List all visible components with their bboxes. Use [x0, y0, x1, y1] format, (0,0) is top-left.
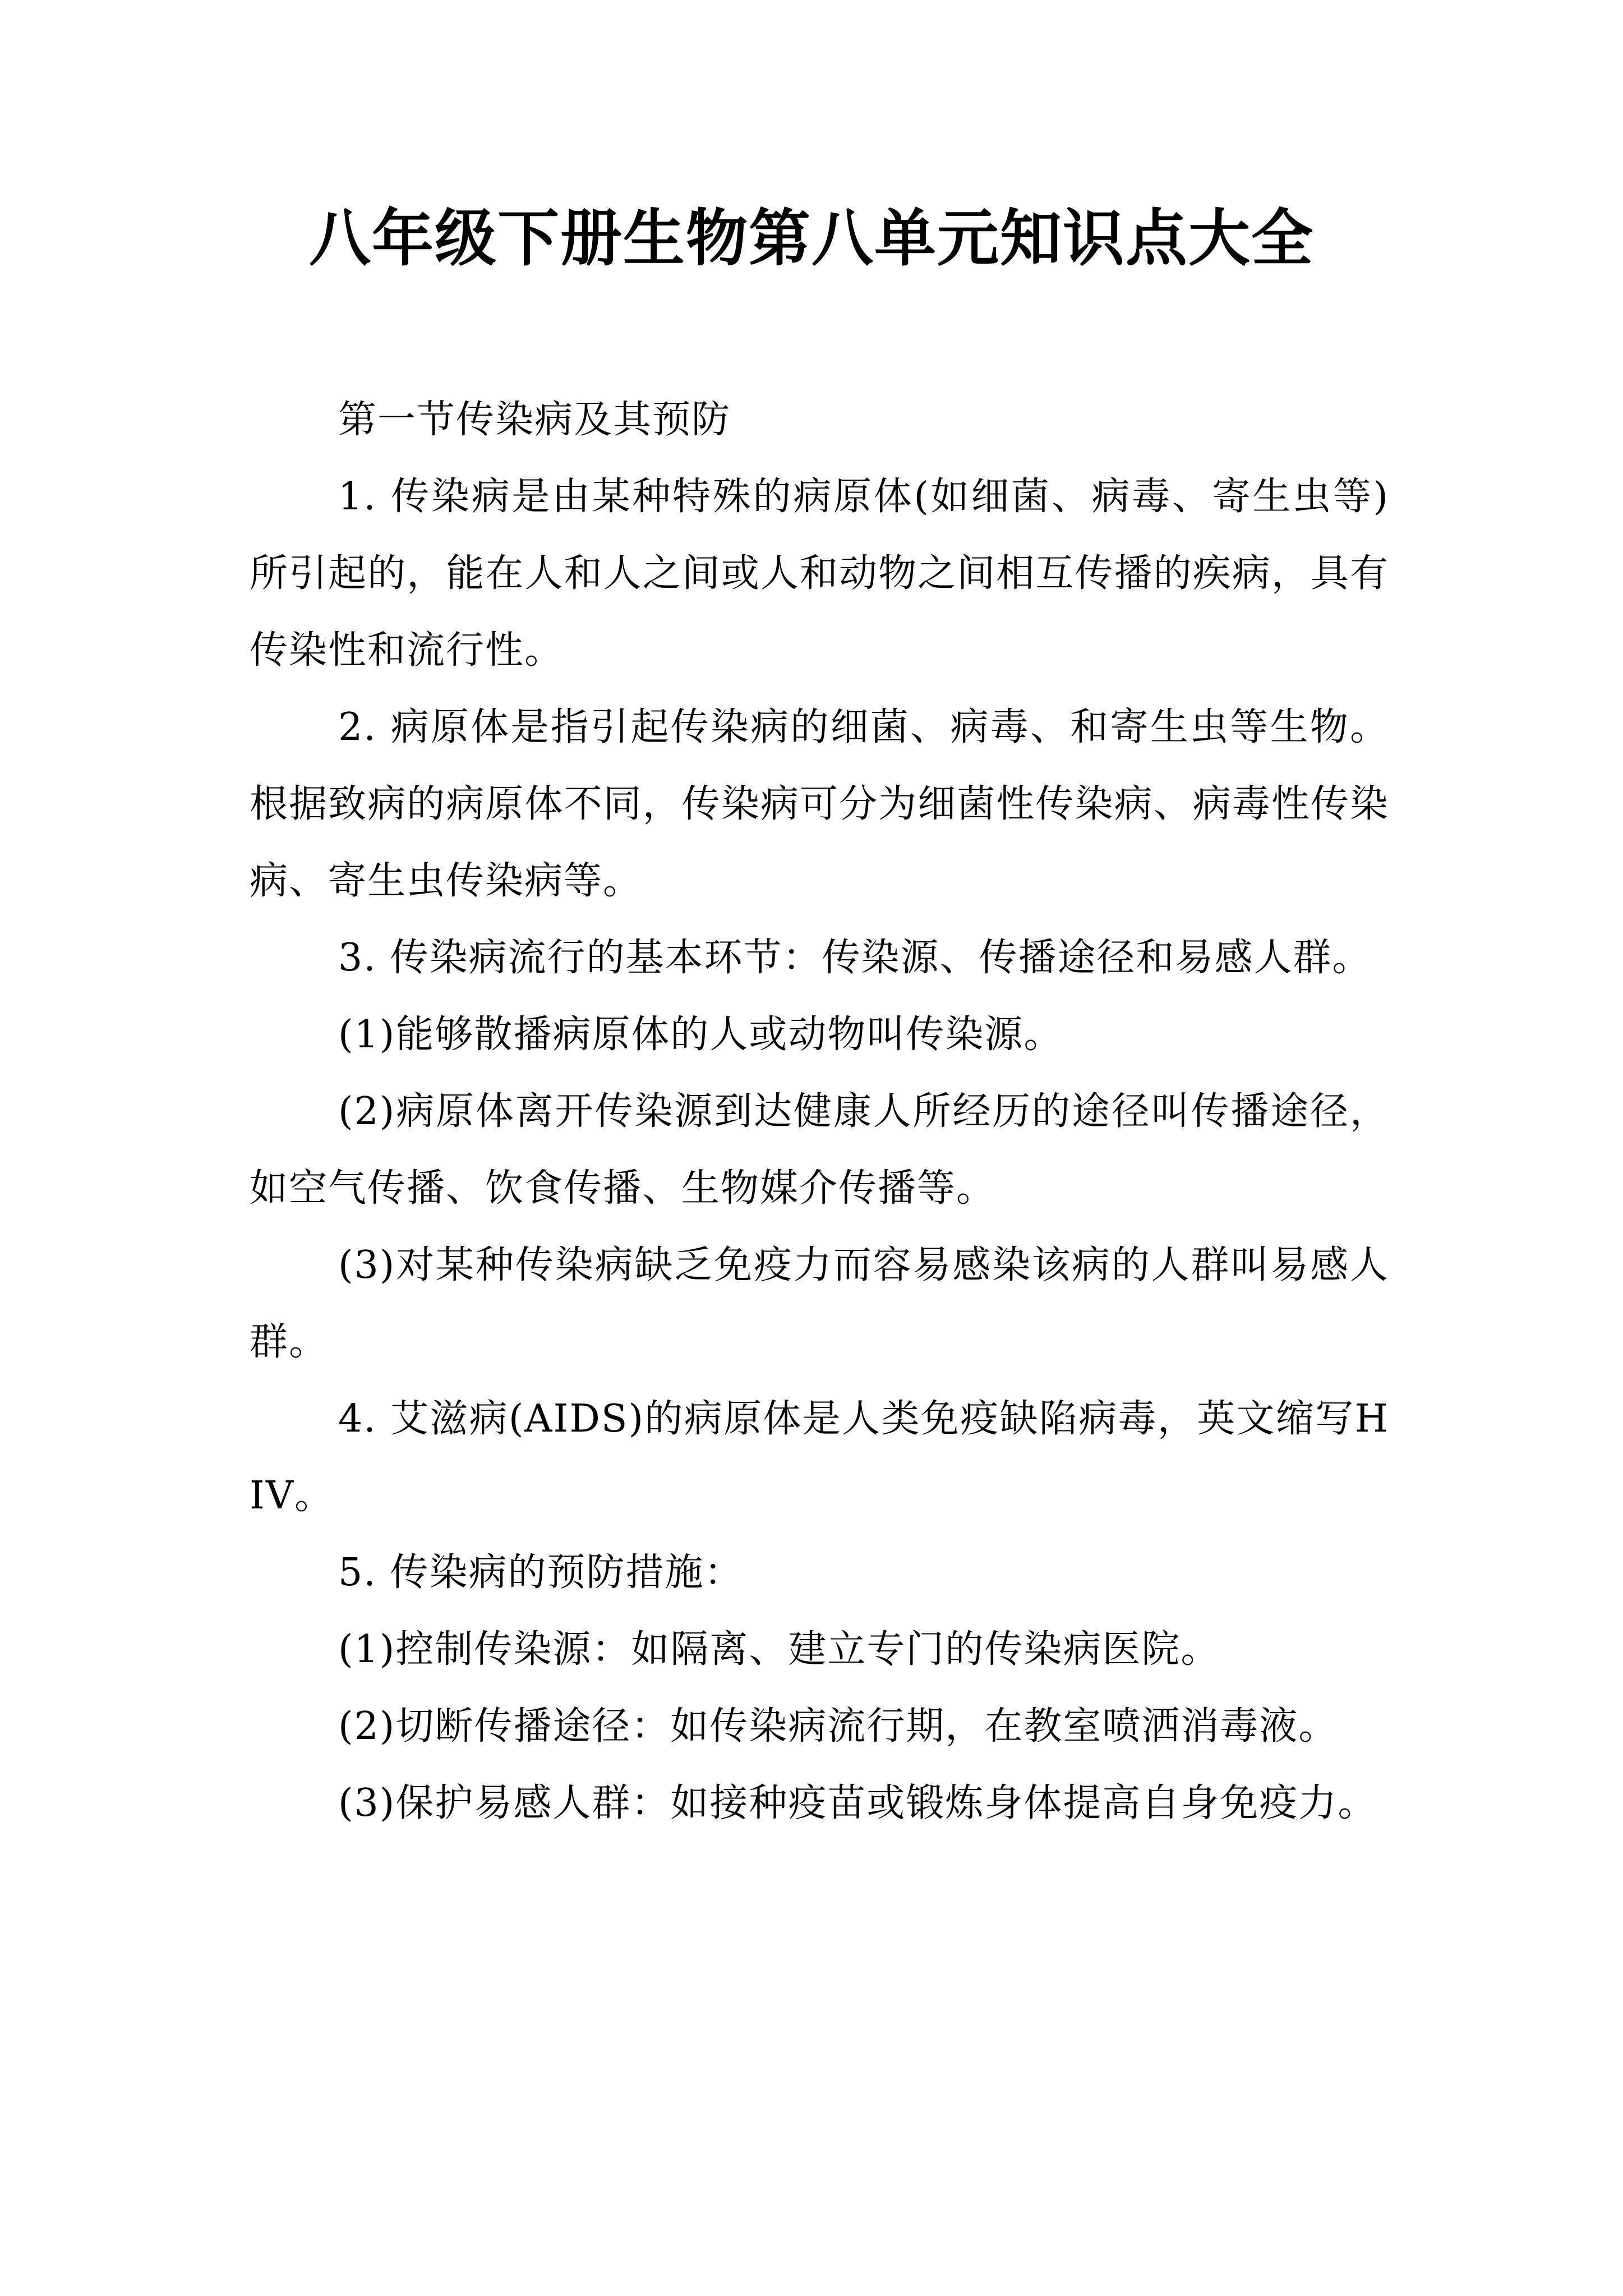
paragraph-point-5-sub-3: (3)保护易感人群：如接种疫苗或锻炼身体提高自身免疫力。	[338, 1781, 1377, 1825]
paragraph-point-3-sub-3: (3)对某种传染病缺乏免疫力而容易感染该病的人群叫易感人群。	[250, 1243, 1389, 1364]
document-title: 八年级下册生物第八单元知识点大全	[309, 203, 1314, 274]
paragraph-point-4: 4. 艾滋病(AIDS)的病原体是人类免疫缺陷病毒，英文缩写HIV。	[250, 1397, 1389, 1518]
paragraph-point-5-sub-1: (1)控制传染源：如隔离、建立专门的传染病医院。	[338, 1627, 1220, 1672]
paragraph-point-3-sub-2: (2)病原体离开传染源到达健康人所经历的途径叫传播途径，如空气传播、饮食传播、生物媒介传播等。	[250, 1089, 1389, 1211]
paragraph-point-2: 2. 病原体是指引起传染病的细菌、病毒、和寄生虫等生物。根据致病的病原体不同，传染病可分为细菌性传染病、病毒性传染病、寄生虫传染病等。	[250, 705, 1389, 903]
section-heading: 第一节传染病及其预防	[338, 398, 731, 442]
paragraph-point-5-sub-2: (2)切断传播途径：如传染病流行期，在教室喷洒消毒液。	[338, 1704, 1338, 1749]
paragraph-point-3: 3. 传染病流行的基本环节：传染源、传播途径和易感人群。	[338, 936, 1372, 980]
document-body	[250, 381, 1389, 1842]
paragraph-point-3-sub-1: (1)能够散播病原体的人或动物叫传染源。	[338, 1013, 1063, 1057]
paragraph-point-5: 5. 传染病的预防措施：	[338, 1550, 744, 1595]
paragraph-point-1: 1. 传染病是由某种特殊的病原体(如细菌、病毒、寄生虫等)所引起的，能在人和人之间或人和动物之间相互传播的疾病，具有传染性和流行性。	[250, 475, 1389, 673]
